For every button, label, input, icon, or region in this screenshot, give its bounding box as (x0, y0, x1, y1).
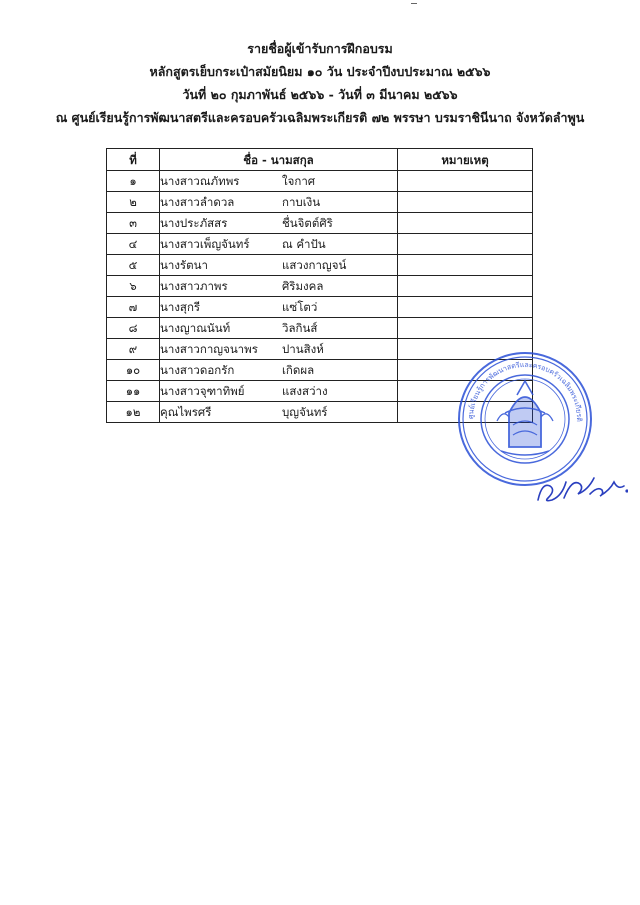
last-name: แสงสว่าง (282, 384, 328, 398)
first-name: นางสุกรี (160, 300, 201, 314)
participant-name (160, 255, 398, 276)
first-name: นางสาวลำดวล (160, 195, 235, 209)
participant-name (160, 234, 398, 255)
seal-ring-text: ศูนย์เรียนรู้การพัฒนาสตรีและครอบครัวเฉลิมพระเกียรติ (466, 360, 584, 422)
remark-cell (398, 234, 533, 255)
first-name: นางสาวณภัทพร (160, 174, 240, 188)
row-number: ๑๑ (107, 381, 160, 402)
first-name: นางสาวเพ็ญจันทร์ (160, 237, 250, 251)
participant-name (160, 297, 398, 318)
row-number: ๒ (107, 192, 160, 213)
last-name: แสวงกาญจน์ (282, 258, 347, 272)
remark-cell (398, 255, 533, 276)
column-header-number: ที่ (107, 149, 160, 171)
participant-name (160, 402, 398, 423)
row-number: ๖ (107, 276, 160, 297)
column-header-name: ชื่อ - นามสกุล (160, 149, 398, 171)
remark-cell (398, 276, 533, 297)
row-number: ๙ (107, 339, 160, 360)
row-number: ๑๒ (107, 402, 160, 423)
row-number: ๑ (107, 171, 160, 192)
participant-name (160, 339, 398, 360)
first-name: นางสาวภาพร (160, 279, 228, 293)
table-row (107, 171, 533, 192)
remark-cell (398, 318, 533, 339)
table-row (107, 318, 533, 339)
first-name: คุณไพรศรี (160, 405, 212, 419)
last-name: วิลกินส์ (282, 321, 318, 335)
last-name: กาบเงิน (282, 195, 321, 209)
row-number: ๔ (107, 234, 160, 255)
first-name: นางสาวกาญจนาพร (160, 342, 258, 356)
last-name: เกิดผล (282, 363, 315, 377)
last-name: ณ คำปัน (282, 237, 326, 251)
row-number: ๘ (107, 318, 160, 339)
remark-cell (398, 297, 533, 318)
handwritten-signature-icon (528, 460, 628, 510)
last-name: ปานสิงห์ (282, 342, 324, 356)
table-row (107, 297, 533, 318)
participant-name (160, 318, 398, 339)
participant-name (160, 171, 398, 192)
row-number: ๑๐ (107, 360, 160, 381)
remark-cell (398, 192, 533, 213)
scan-mark (411, 3, 417, 7)
first-name: นางญาณนันท์ (160, 321, 231, 335)
document-title: รายชื่อผู้เข้ารับการฝึกอบรม (247, 41, 393, 56)
last-name: ศิริมงคล (282, 279, 324, 293)
table-row (107, 276, 533, 297)
participant-name (160, 360, 398, 381)
table-row (107, 255, 533, 276)
remark-cell (398, 171, 533, 192)
first-name: นางสาวจุฑาทิพย์ (160, 384, 245, 398)
column-header-remark: หมายเหตุ (398, 149, 533, 171)
table-row (107, 213, 533, 234)
row-number: ๓ (107, 213, 160, 234)
training-dates: วันที่ ๒๐ กุมภาพันธ์ ๒๕๖๖ - วันที่ ๓ มีนาคม ๒๕๖๖ (182, 87, 458, 102)
first-name: นางประภัสสร (160, 216, 228, 230)
first-name: นางสาวดอกรัก (160, 363, 235, 377)
table-row (107, 192, 533, 213)
participant-name (160, 192, 398, 213)
participant-name (160, 276, 398, 297)
participant-name (160, 381, 398, 402)
last-name: ชื่นจิตต์ศิริ (282, 216, 333, 230)
last-name: ใจกาศ (282, 174, 316, 188)
table-row (107, 234, 533, 255)
row-number: ๗ (107, 297, 160, 318)
training-venue: ณ ศูนย์เรียนรู้การพัฒนาสตรีและครอบครัวเฉลิมพระเกียรติ ๗๒ พรรษา บรมราชินีนาถ จังหวัดลำพูน (55, 110, 585, 125)
participant-name (160, 213, 398, 234)
table-header-row (107, 149, 533, 171)
remark-cell (398, 213, 533, 234)
row-number: ๕ (107, 255, 160, 276)
first-name: นางรัตนา (160, 258, 208, 272)
last-name: แซ่โตว่ (282, 300, 318, 314)
last-name: บุญจันทร์ (282, 405, 328, 419)
course-name: หลักสูตรเย็บกระเป๋าสมัยนิยม ๑๐ วัน ประจำปีงบประมาณ ๒๕๖๖ (149, 64, 491, 79)
